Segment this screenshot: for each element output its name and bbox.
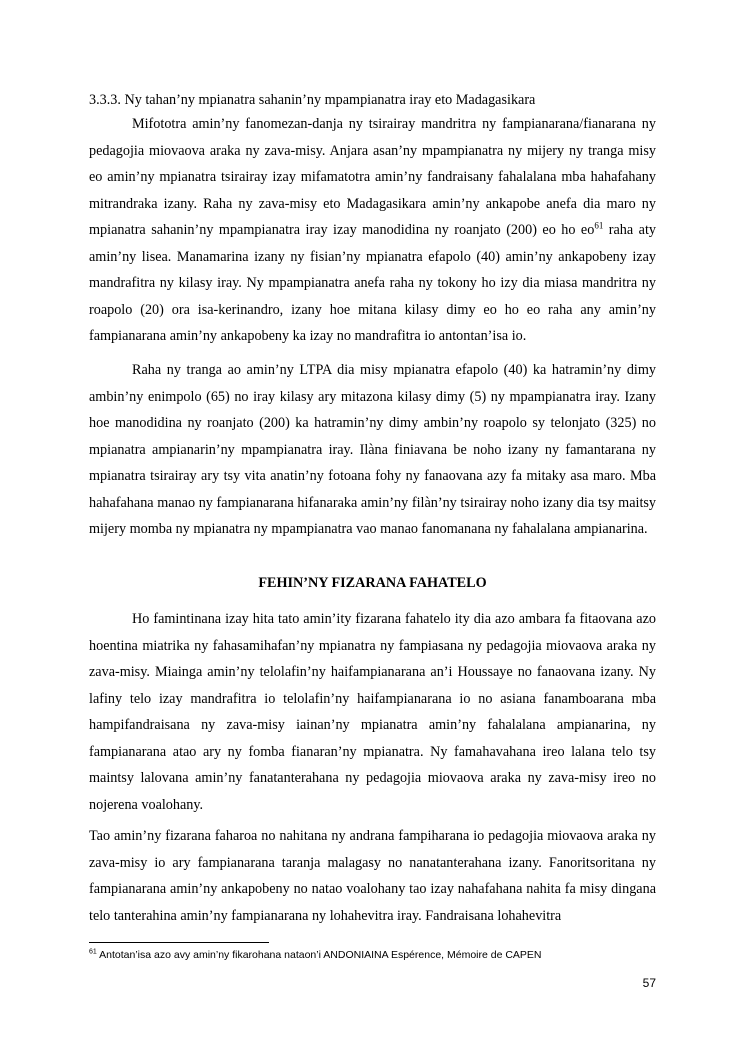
footnote-reference: 61 — [594, 220, 604, 231]
paragraph-3-text: Ho famintinana izay hita tato amin’ity fizarana fahatelo ity dia azo ambara fa fitaovana azo hoentina miatrika ny fahasamihafan’ny mpianatra ny fampiasana ny pedagojia miovaova araka ny zava-misy. Miainga amin’ny telolafin’ny haifampianarana an’i Houssaye no fanaovana izany. Ny lafiny telo izay mandrafitra io telolafin’ny haifampianarana io no asiana fanamboarana mba hampifandraisana ny zava-misy iainan’ny mpianatra amin’ny fahalalana ampianarina, ny fampianarana atao ary ny fomba fianaran’ny mpianatra. Ny famahavahana ireo lalana telo tsy maintsy lalovana amin’ny fanatanterahana ny pedagojia miovaova araka ny zava-misy ireo no nojerena voalohany. — [89, 611, 656, 813]
paragraph-2 — [89, 357, 656, 543]
paragraph-1 — [89, 111, 656, 350]
footnote-mark: 61 — [89, 948, 97, 956]
paragraph-4 — [89, 823, 656, 929]
footnote-text: Antotan’isa azo avy amin’ny fikarohana nataon’i ANDONIAINA Espérence, Mémoire de CAPEN — [96, 949, 542, 961]
paragraph-1-text-b: raha aty amin’ny lisea. Manamarina izany ny fisian’ny mpianatra efapolo (40) amin’ny ankapobeny izay mandrafitra ny kilasy iray. Ny mpampianatra anefa raha ny tokony ho izy dia miasa mandritra ny roapolo (20) ora isa-kerinandro, izany hoe mitana kilasy dimy eo ho eo raha any amin’ny fampianarana amin’ny ankapobeny ka izay no mandrafitra io antontan’isa io. — [89, 222, 656, 344]
paragraph-1-text-a: Mifototra amin’ny fanomezan-danja ny tsirairay mandritra ny fampianarana/fianarana ny pedagojia miovaova araka ny zava-misy. Anjara asan’ny mpampianatra ny mijery ny tranga misy eo amin’ny mpianatra tsirairay izay mifamatotra amin’ny fandraisany fahalalana mba hahafahany mitrandraka izany. Raha ny zava-misy eto Madagasikara amin’ny ankapobe anefa dia maro ny mpianatra sahanin’ny mpampianatra iray izay manodidina ny roanjato (200) eo ho eo — [89, 116, 656, 238]
section-heading: 3.3.3. Ny tahan’ny mpianatra sahanin’ny mpampianatra iray eto Madagasikara — [89, 92, 536, 108]
paragraph-2-text: Raha ny tranga ao amin’ny LTPA dia misy mpianatra efapolo (40) ka hatramin’ny dimy ambin’ny enimpolo (65) no iray kilasy ary mitazona kilasy dimy (5) ny mpampianatra iray. Izany hoe manodidina ny roanjato (200) ka hatramin’ny dimy ambin’ny roapolo sy telonjato (325) no mpianatra ampianarin’ny mpampianatra iray. Ilàna finiavana be noho izany ny famantarana ny mpianatra tsirairay ary tsy vita anatin’ny fotoana fohy ny fanaovana azy fa mitaky asa maro. Mba hahafahana manao ny fampianarana hifanaraka amin’ny filàn’ny tsirairay noho izany dia tsy maitsy mijery momba ny mpianatra ny mpampianatra vao manao fanomanana ny fahalalana ampianarina. — [89, 362, 656, 537]
page-number: 57 — [642, 976, 656, 990]
paragraph-4-text: Tao amin’ny fizarana faharoa no nahitana ny andrana fampiharana io pedagojia miovaova araka ny zava-misy io ary fampianarana taranja malagasy no nanatanterahana izany. Fanoritsoritana ny fampianarana amin’ny ankapobeny no natao voalohany tao izay nahafahana nahita fa misy dingana telo tanterahina amin’ny fampianarana ny lohahevitra iray. Fandraisana lohahevitra — [89, 828, 656, 924]
footnote — [89, 948, 669, 962]
paragraph-3 — [89, 606, 656, 818]
chapter-conclusion-heading: FEHIN’NY FIZARANA FAHATELO — [258, 575, 487, 591]
footnote-separator — [89, 942, 269, 943]
